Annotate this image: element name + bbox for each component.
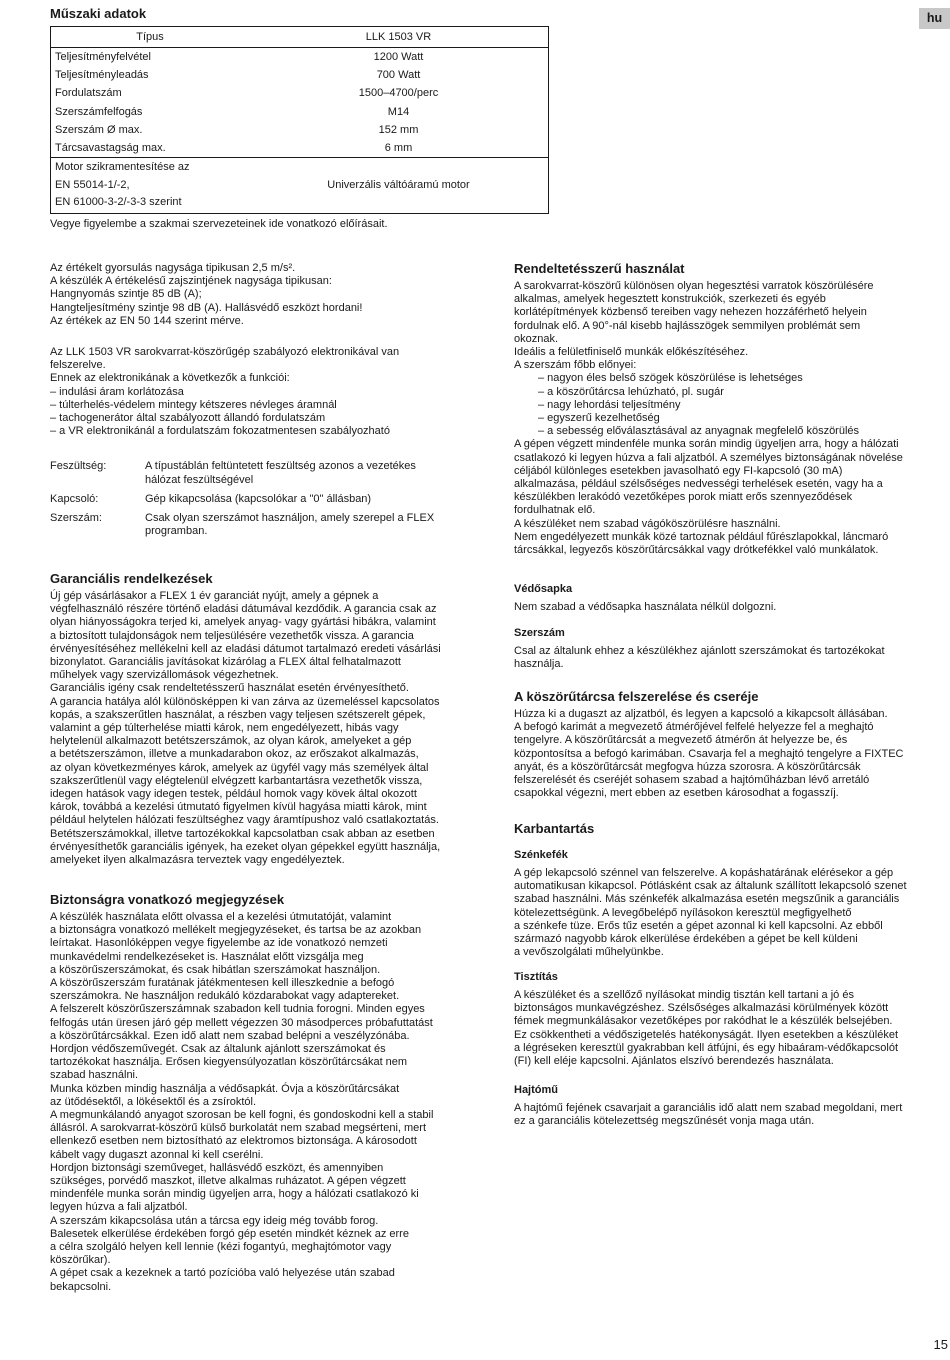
text-line: készülékben lerakódó vezetőképes porok miatt erős szennyeződések <box>514 491 853 504</box>
text-line: biztonságos munkavégzéshez. Szélsőséges alkalmazási körülmények között <box>514 1002 889 1015</box>
spec-motor-label <box>51 158 246 214</box>
text-line: a légréseken keresztül gyakrabban kell átfújni, és egy hibaáram-védőkapcsolót <box>514 1041 898 1054</box>
spec-value: 1500–4700/perc <box>358 87 439 100</box>
spec-header-row <box>51 27 549 48</box>
language-tab: hu <box>919 8 950 29</box>
spec-motor-label-line: EN 55014-1/-2, <box>55 178 130 191</box>
text-line: olyan hiányosságokra terjed ki, amelyek anyag- vagy gyártási hibákra, valamint <box>50 616 436 629</box>
warranty-title: Garanciális rendelkezések <box>50 571 213 586</box>
text-line: állásról. A sarokvarrat-köszörű külső burkolatát nem szabad megsérteni, mert <box>50 1122 426 1135</box>
noise-block <box>50 262 490 328</box>
cleaning-text <box>514 989 950 1068</box>
text-line: A garancia hatálya alól különösképpen ki van zárva az üzemeléssel kapcsolatos <box>50 695 440 708</box>
text-line: felszerelését és cseréjét sohasem szabad a hajtóműházban lévő arretáló <box>514 774 870 787</box>
advantage-item: – a köszörűtárcsa lehúzható, pl. sugár <box>538 385 724 398</box>
text-line: a köszörűszerszámokat, és csak hibátlan szerszámokat használjon. <box>50 963 381 976</box>
text-line: Ez csökkentheti a védőszigetelés hatékonyságát. Ilyen esetekben a készüléket <box>514 1028 899 1041</box>
text-line: ellenkező esetben nem biztosítható az elektromos biztonsága. A károsodott <box>50 1135 417 1148</box>
text-line: tengelyre. A köszörűtárcsát a megvezető átmérőn át helyezze be, és <box>514 734 848 747</box>
safety-text <box>50 911 495 1294</box>
spec-value: 6 mm <box>245 139 549 158</box>
kv-value-line: Gép kikapcsolása (kapcsolókar a "0" állásban) <box>145 492 372 505</box>
text-line: a célra szolgáló helyen kell lennie (kézi fogantyú, meghajtómotor vagy <box>50 1241 392 1254</box>
text-line: a köszörűtárcsákkal. Ezen idő alatt nem szabad belépni a veszélyzónába. <box>50 1029 410 1042</box>
text-line: szerszámokra. Ne használjon redukáló közdarabokat vagy adaptereket. <box>50 990 400 1003</box>
maintenance-title: Karbantartás <box>514 821 595 836</box>
spec-label: Fordulatszám <box>55 87 122 100</box>
advantage-item: – nagyon éles belső szögek köszörülése is lehetséges <box>538 372 803 385</box>
kv-key: Feszültség: <box>50 460 107 473</box>
brush-text <box>514 867 950 959</box>
text-line: például helytelen hálózati feszültséghez vagy áramtípushoz való csatlakoztatás. <box>50 814 439 827</box>
noise-line: A készülék A értékelésű zajszintjének nagysága tipikusan: <box>50 275 332 288</box>
text-line: A hajtómű fejének csavarjait a garanciális idő alatt nem szabad megoldani, mert <box>514 1102 903 1114</box>
spec-table <box>50 26 549 214</box>
text-line: A készülék használata előtt olvassa el a kezelési útmutatóját, valamint <box>50 911 392 923</box>
noise-line: Az értékelt gyorsulás nagysága tipikusan 2,5 m/s². <box>50 262 296 274</box>
kv-value <box>145 512 490 538</box>
electronics-block <box>50 346 490 438</box>
text-line: munkavédelmi rendelkezéseket is. Használat előtt vizsgálja meg <box>50 950 364 963</box>
text-line: érvényesítéséhez mellékelni kell az eladási dátumot tartalmazó eredeti vásárlási <box>50 642 441 655</box>
text-line: idegen hatások vagy idegen testek, például homok vagy kövek által okozott <box>50 788 417 801</box>
text-line: Húzza ki a dugaszt az aljzatból, és legyen a kapcsoló a kikapcsolt állásában. <box>514 708 888 720</box>
spec-row <box>51 121 549 139</box>
spec-row <box>51 66 549 84</box>
text-line: károk, továbbá a kezelési útmutató figyelmen kívül hagyása miatti károk, mint <box>50 801 427 814</box>
text-line: kötelezettségünk. A levegőbelépő nyílásokon keresztül megfigyelhető <box>514 906 852 919</box>
electronics-list-item: – túlterhelés-védelem mintegy kétszeres névleges áramnál <box>50 398 337 411</box>
text-line: amelyeket ilyen alkalmazásra terveztek vagy engedélyeztek. <box>50 854 345 867</box>
spec-row <box>51 84 549 102</box>
text-line: (FI) kell eléje kapcsolni. Ajánlatos elszívó berendezés használata. <box>514 1055 834 1068</box>
advantage-item: – a sebesség előválasztásával az anyagnak megfelelő köszörülés <box>538 425 860 438</box>
spec-value: 1200 Watt <box>373 51 424 64</box>
guard-text: Nem szabad a védősapka használata nélkül dolgozni. <box>514 601 777 613</box>
spec-motor-value: Univerzális váltóáramú motor <box>327 179 470 192</box>
text-line: A felszerelt köszörűszerszámnak szabadon kell tudnia forogni. Minden egyes <box>50 1003 425 1016</box>
text-line: legyen húzva a fali aljzatból. <box>50 1201 188 1214</box>
tool-text <box>514 645 950 671</box>
guard-title: Védősapka <box>514 583 573 595</box>
text-line: a szénkefe tüze. Erős tűz esetén a gépet azonnal ki kell kapcsolni. Az ebből <box>514 919 883 932</box>
kv-row <box>50 460 490 486</box>
text-line: fordulnak elő. A 90°-nál kisebb hajlásszögek semmilyen problémát sem <box>514 319 861 332</box>
text-line: tárcsákkal, legyezős köszörűtárcsákkal vagy drótkefékkel való munkálatok. <box>514 544 879 557</box>
kv-value <box>145 460 490 486</box>
spec-value: 700 Watt <box>376 69 421 82</box>
spec-value: 152 mm <box>378 123 419 136</box>
kv-value-line: A típustáblán feltüntetett feszültség azonos a vezetékes <box>145 460 416 473</box>
text-line: Új gép vásárlásakor a FLEX 1 év garanciát nyújt, amely a gépnek a <box>50 590 379 602</box>
text-line: központosítsa a befogó karimában. Csavarja fel a meghajtó tengelyre a FIXTEC <box>514 747 904 760</box>
text-line: köszörűkar). <box>50 1254 111 1267</box>
text-line: A gép lekapcsoló szénnel van felszerelve. A kopáshatárának elérésekor a gép <box>514 867 894 879</box>
text-line: fémek megmunkálásakor vezetőképes por rakódhat le a készülék belsejében. <box>514 1015 893 1028</box>
warranty-text <box>50 590 495 867</box>
intended-use-title: Rendeltetésszerű használat <box>514 261 685 276</box>
text-line: műhelyek vagy szervizállomások végezhetnek. <box>50 669 279 682</box>
left-column <box>50 262 490 538</box>
text-line: csatlakozó ki legyen húzva a fali aljzatból. A személyes biztonságának növelése <box>514 451 903 464</box>
spec-row <box>51 139 549 158</box>
text-line: A készüléket és a szellőző nyílásokat mindig tisztán kell tartani a jó és <box>514 989 854 1001</box>
key-value-block <box>50 460 490 538</box>
text-line: érvényesíthetők garanciális igények, ha ezeket olyan gépekkel együtt használja, <box>50 840 441 853</box>
tool-title: Szerszám <box>514 627 565 639</box>
text-line: a vevőszolgálati műhelyünkbe. <box>514 946 664 959</box>
text-line: kábelt vagy dugaszt azonnal ki kell cserélni. <box>50 1148 264 1161</box>
text-line: szakszerűtlenül vagy elégtelenül elvégzett karbantartásra vezethetők vissza, <box>50 774 423 787</box>
text-line: az ütődésektől, a lökésektől és a zsíroktól. <box>50 1095 257 1108</box>
gearbox-text <box>514 1102 950 1128</box>
text-line: Garanciális igény csak rendeltetésszerű használat esetén érvényesíthető. <box>50 682 409 695</box>
text-line: Balesetek elkerülése érdekében forgó gép esetén mindkét kéznek az erre <box>50 1227 409 1240</box>
spec-title: Műszaki adatok <box>50 6 147 21</box>
spec-motor-label-line: EN 61000-3-2/-3-3 szerint <box>55 196 182 209</box>
text-line: Hordjon védőszeművegét. Csak az általunk ajánlott szerszámokat és <box>50 1043 386 1056</box>
text-line: használja. <box>514 658 564 671</box>
text-line: A gépet csak a kezeknek a tartó pozícióba való helyezése után szabad <box>50 1267 395 1280</box>
electronics-list-item: – indulási áram korlátozása <box>50 385 184 398</box>
text-line: az olyan következményes károk, amelyek az ügyfél vagy más személyek által <box>50 761 429 774</box>
text-line: automatikusan kikapcsol. Pótlásként csak az általunk szállított lekapcsoló szenet <box>514 880 907 893</box>
text-line: A szerszám kikapcsolása után a tárcsa egy ideig még tovább forog. <box>50 1214 379 1227</box>
text-line: A gépen végzett mindenféle munka során mindig ügyeljen arra, hogy a hálózati <box>514 438 899 451</box>
spec-row <box>51 103 549 121</box>
kv-row <box>50 512 490 538</box>
kv-key: Szerszám: <box>50 512 102 525</box>
text-line: Ideális a felületfiniselő munkák előkészítéséhez. <box>514 346 749 359</box>
text-line: Csal az általunk ehhez a készülékhez ajánlott szerszámokat és tartozékokat <box>514 645 885 657</box>
text-line: valamint a gép túlterhelése miatti károk, nem engedélyezett, hibás vagy <box>50 722 399 735</box>
spec-label: Teljesítményfelvétel <box>55 51 151 64</box>
text-line: A szerszám főbb előnyei: <box>514 359 637 372</box>
spec-row <box>51 48 549 67</box>
safety-title: Biztonságra vonatkozó megjegyzések <box>50 892 285 907</box>
text-line: alkalmazása, például szélsőséges nedvességi terhelések esetén, vagy ha a <box>514 478 883 491</box>
text-line: származó nagyobb károk elkerülése érdekében a gépet be kell küldeni <box>514 933 858 946</box>
text-line: A megmunkálandó anyagot szorosan be kell fogni, és gondoskodni kell a stabil <box>50 1109 434 1122</box>
advantage-item: – egyszerű kezelhetőség <box>538 412 660 425</box>
text-line: szabad használni. Más szénkefék alkalmazása esetén megszűnik a garanciális <box>514 893 900 906</box>
noise-line: Az értékek az EN 50 144 szerint mérve. <box>50 314 244 327</box>
spec-note: Vegye figyelembe a szakmai szervezeteinek ide vonatkozó előírásait. <box>50 218 388 230</box>
text-line: szükséges, porvédő maszkot, illetve alkalmas ruházatot. A gépen végzett <box>50 1175 406 1188</box>
kv-value-line: programban. <box>145 525 208 538</box>
spec-label: Szerszám Ø max. <box>55 123 143 136</box>
electronics-line: Az LLK 1503 VR sarokvarrat-köszörűgép szabályozó elektronikával van <box>50 346 400 359</box>
text-line: mindenféle munka során mindig ügyeljen arra, hogy a hálózati csatlakozó ki <box>50 1188 419 1201</box>
text-line: anyát, és a köszörűtárcsát megfogva húzza szorosra. A köszörűtárcsák <box>514 760 861 773</box>
intended-use-text <box>514 280 950 557</box>
text-line: alkalmas, amelyek hegesztett konstrukciók, szerkezeti és egyéb <box>514 293 826 306</box>
text-line: Munka közben mindig használja a védősapkát. Óvja a köszörűtárcsákat <box>50 1082 400 1095</box>
text-line: felfogás után üresen járó gép mellett végezzen 30 másodperces próbafuttatást <box>50 1016 433 1029</box>
text-line: szabad használni. <box>50 1069 139 1082</box>
text-line: Betétszerszámokkal, illetve tartozékokkal kapcsolatban csak abban az esetben <box>50 827 435 840</box>
text-line: leírtakat. Hasonlóképpen vegye figyelembe az ide vonatkozó nemzeti <box>50 937 388 950</box>
text-line: bekapcsolni. <box>50 1280 112 1293</box>
noise-line: Hangteljesítmény szintje 98 dB (A). Hallásvédő eszközt hordani! <box>50 301 363 314</box>
text-line: a biztonságra vonatkozó mellékelt megjegyzéseket, és tartsa be az azokban <box>50 924 422 937</box>
spec-label: Szerszámfelfogás <box>55 105 143 118</box>
electronics-list-item: – tachogenerátor által szabályozott állandó fordulatszám <box>50 412 326 425</box>
text-line: bizonylatot. Garanciális javításokat kizárólag a FLEX által felhatalmazott <box>50 656 401 669</box>
electronics-list-item: – a VR elektronikánál a fordulatszám fokozatmentesen szabályozható <box>50 425 390 438</box>
text-line: okoznak. <box>514 332 559 345</box>
text-line: a biztosított tulajdonságok nem teljesülésére vezethetők vissza. A garancia <box>50 629 414 642</box>
text-line: ez a garanciális kötelezettség megszűnését vonja maga után. <box>514 1115 815 1128</box>
electronics-line: Ennek az elektronikának a következők a funkciói: <box>50 372 290 385</box>
text-line: csapokkal végezni, mert ebben az esetben károsodhat a fogasszíj. <box>514 787 839 800</box>
kv-value <box>145 493 490 506</box>
text-line: Hordjon biztonsági szeműveget, hallásvédő eszközt, és amennyiben <box>50 1161 384 1174</box>
gearbox-title: Hajtómű <box>514 1084 558 1096</box>
text-line: korlátépítmények közbenső tereiben vagy nehezen hozzáférhető helyein <box>514 306 867 319</box>
page-number: 15 <box>933 1337 948 1352</box>
text-line: A sarokvarrat-köszörű különösen olyan hegesztési varratok köszörülésére <box>514 280 874 292</box>
spec-motor-label-line: Motor szikramentesítése az <box>55 161 190 174</box>
spec-label: Tárcsavastagság max. <box>51 139 246 158</box>
kv-key: Kapcsoló: <box>50 492 99 505</box>
electronics-line: felszerelve. <box>50 359 106 372</box>
noise-line: Hangnyomás szintje 85 dB (A); <box>50 288 202 301</box>
text-line: helytelenül alkalmazott betétszerszámok, az olyan károk, amelyeket a gép <box>50 735 412 748</box>
text-line: fordulhatnak elő. <box>514 504 596 517</box>
kv-value-line: Csak olyan szerszámot használjon, amely szerepel a FLEX <box>145 512 435 525</box>
brush-title: Szénkefék <box>514 849 568 861</box>
text-line: kopás, a szakszerűtlen használat, a részben vagy teljesen szétszerelt gépek, <box>50 708 426 721</box>
spec-value: M14 <box>387 105 410 118</box>
cleaning-title: Tisztítás <box>514 971 558 983</box>
text-line: A köszörűszerszám furatának játékmentesen kell illeszkednie a befogó <box>50 977 395 990</box>
text-line: a betétszerszámon, illetve a munkadarabon okoz, az erőszakot alkalmazás, <box>50 748 419 761</box>
disc-title: A köszörűtárcsa felszerelése és cseréje <box>514 689 759 704</box>
text-line: végfelhasználó részére történő eladási dátumával kezdődik. A garancia csak az <box>50 603 437 616</box>
kv-row <box>50 493 490 506</box>
spec-label: Teljesítményleadás <box>55 69 149 82</box>
text-line: Nem engedélyezett munkák közé tartoznak például fűrészlapokkal, láncmaró <box>514 530 889 543</box>
spec-header-label: Típus <box>51 27 246 48</box>
kv-value-line: hálózat feszültségével <box>145 473 254 486</box>
text-line: A befogó karimát a megvezető átmérőjével felfelé helyezze fel a meghajtó <box>514 721 874 734</box>
spec-motor-row <box>51 158 549 214</box>
spec-header-value: LLK 1503 VR <box>245 27 549 48</box>
text-line: céljából különleges esetekben javasolható egy FI-kapcsoló (30 mA) <box>514 464 843 477</box>
text-line: tartozékokat használja. Erősen kiegyensúlyozatlan köszörűtárcsákat nem <box>50 1056 408 1069</box>
advantage-item: – nagy lehordási teljesítmény <box>538 398 681 411</box>
text-line: A készüléket nem szabad vágóköszörülésre használni. <box>514 517 781 530</box>
disc-text <box>514 708 950 800</box>
